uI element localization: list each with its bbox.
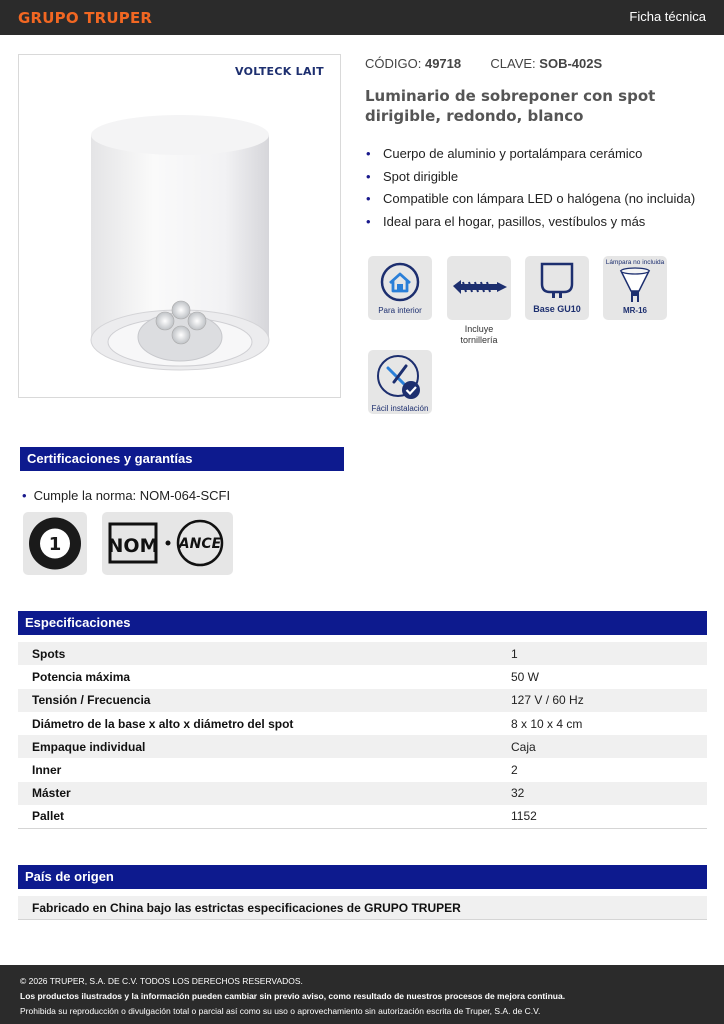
product-title: Luminario de sobreponer con spot dirigible, redondo, blanco [365,87,656,125]
table-row [18,689,707,712]
table-row [18,782,707,805]
feature-item: • Cuerpo de aluminio y portalámpara cerámico [366,146,695,169]
easy-install-icon [368,352,432,404]
codigo-label: CÓDIGO: [365,56,422,71]
table-row [18,712,707,735]
ance-logo-text: ANCE [178,536,222,552]
spec-label: Pallet [18,805,511,828]
spec-value: 1 [511,642,707,665]
feature-list [366,146,695,236]
table-row [18,805,707,828]
table-row [18,665,707,688]
clave-label: CLAVE: [490,56,536,71]
spec-label: Máster [18,782,511,805]
screw-icon [447,256,511,320]
feature-item: • Compatible con lámpara LED o halógena (no incluida) [366,191,695,214]
clave-value: SOB-402S [539,56,603,71]
mr16-lamp-icon [603,267,667,307]
spec-value: 1152 [511,805,707,828]
lamp-tile [603,256,667,320]
spec-value: Caja [511,735,707,758]
page-footer [0,965,724,1024]
norm-item: • Cumple la norma: NOM-064-SCFI [22,488,231,503]
indoor-label: Para interior [378,306,422,315]
indoor-tile [368,256,432,320]
spec-label: Inner [32,763,62,778]
product-image [18,54,341,398]
warranty-years: 1 [48,534,62,555]
specs-heading: Especificaciones [18,611,707,635]
nom-logo [102,512,164,575]
table-row [18,758,707,781]
nom-logo-text: NOM [107,535,159,557]
spec-value: 32 [511,782,707,805]
copyright-text: © 2026 TRUPER, S.A. DE C.V. TODOS LOS DERECHOS RESERVADOS. [20,976,303,986]
spec-value: 127 V / 60 Hz [511,689,707,712]
codigo-value: 49718 [424,56,462,71]
house-icon [368,260,432,310]
brand-logo: VOLTECK LAIT [234,65,324,78]
warranty-seal-icon [23,512,87,575]
feature-item: • Spot dirigible [366,169,695,192]
spec-label: Diámetro de la base x alto x diámetro del spot [32,716,294,731]
product-codes [365,56,602,71]
base-tile [525,256,589,320]
norm-text: Cumple la norma: NOM-064-SCFI [33,488,231,503]
screws-tile [447,256,511,320]
bulb-base-icon [525,258,589,306]
origin-heading: País de origen [18,865,707,889]
luminaire-illustration [89,115,279,385]
spec-value: 8 x 10 x 4 cm [511,716,583,731]
page-header [0,0,724,35]
warranty-badge [23,512,87,575]
spec-value: 50 W [511,669,540,684]
truper-logo: GRUPO TRUPER [18,9,153,27]
base-label: Base GU10 [533,304,581,314]
disclaimer-text: Los productos ilustrados y la información pueden cambiar sin previo aviso, como resultado de nuestros procesos de mejora continua. [20,991,566,1001]
spec-label: Empaque individual [18,735,511,758]
origin-text: Fabricado en China bajo las estrictas especificaciones de GRUPO TRUPER [18,896,707,920]
install-tile [368,350,432,414]
install-label: Fácil instalación [371,404,429,413]
lamp-type: MR-16 [622,306,647,315]
spec-value: 2 [511,763,518,778]
nom-ance-badge [102,512,233,575]
lamp-note: Lámpara no incluida [605,259,665,266]
certifications-heading: Certificaciones y garantías [20,447,344,471]
document-type: Ficha técnica [629,9,706,24]
specs-table [18,642,707,829]
table-row [18,642,707,665]
feature-item: • Ideal para el hogar, pasillos, vestíbulos y más [366,214,695,237]
screws-caption: Incluye tornillería [460,324,498,345]
table-row [18,735,707,758]
spec-label: Tensión / Frecuencia [18,689,511,712]
ance-logo [162,512,230,575]
spec-label: Potencia máxima [32,669,131,684]
prohibition-text: Prohibida su reproducción o divulgación total o parcial así como su uso o aprovechamiento sin autorización escrita de Truper, S.A. de C.V. [20,1006,541,1016]
spec-label: Spots [18,642,511,665]
